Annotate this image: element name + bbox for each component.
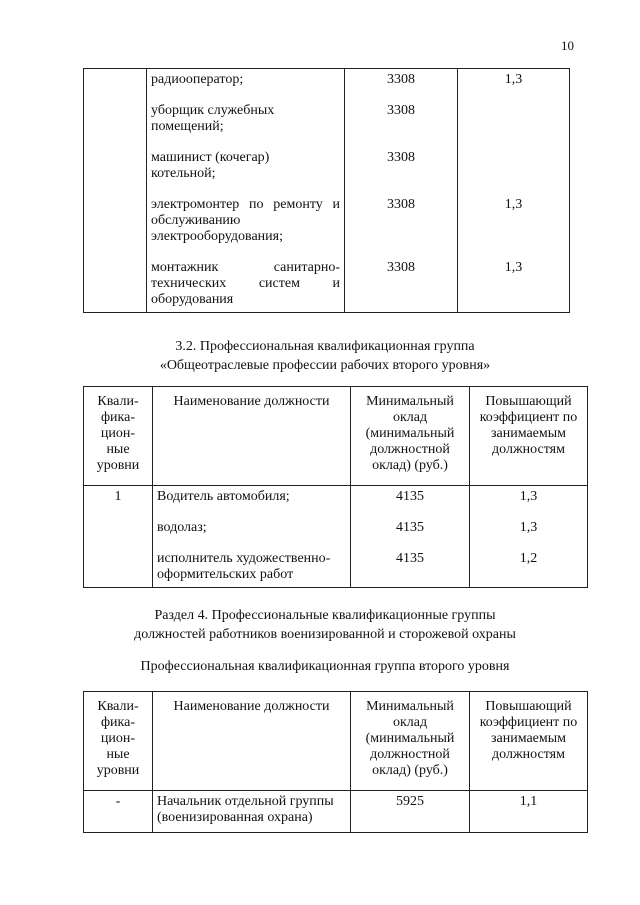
section-title xyxy=(60,606,590,644)
position-name: машинист (кочегар) котельной; xyxy=(151,150,270,181)
section-title-line: 3.2. Профессиональная квалификационная группа xyxy=(175,339,475,354)
position-name: электромонтер по ремонту и обслуживанию электрооборудования; xyxy=(151,197,340,244)
coef-value: 1,3 xyxy=(519,520,538,535)
level-value: - xyxy=(115,794,121,809)
table-header-row xyxy=(84,692,588,791)
coef-cell xyxy=(470,791,588,833)
header-name: Наименование должности xyxy=(153,387,351,486)
position-name: Водитель автомобиля; xyxy=(157,489,290,504)
coef-value: 1,1 xyxy=(519,794,538,809)
section-title-line: должностей работников военизированной и сторожевой охраны xyxy=(134,627,516,642)
position-cell xyxy=(153,486,351,588)
salary-value: 4135 xyxy=(396,551,424,566)
salary-cell xyxy=(345,69,458,313)
position-name: исполнитель художественно- оформительских работ xyxy=(157,551,331,582)
header-name: Наименование должности xyxy=(153,692,351,791)
position-name: монтажник санитарно- технических систем и оборудования xyxy=(151,260,340,307)
header-coef: Повышающий коэффициент по занимаемым должностям xyxy=(470,387,588,486)
coef-cell xyxy=(470,486,588,588)
section-title-line: Раздел 4. Профессиональные квалификационные группы xyxy=(154,608,496,623)
salary-value: 3308 xyxy=(387,197,415,212)
header-level: Квали- фика- цион- ные уровни xyxy=(84,387,153,486)
coef-value: 1,3 xyxy=(504,260,523,275)
table-header-row xyxy=(84,387,588,486)
position-name: Начальник отдельной группы (военизированная охрана) xyxy=(157,794,334,825)
table-group-2 xyxy=(83,386,588,588)
coef-value: 1,3 xyxy=(504,197,523,212)
level-cell xyxy=(84,791,153,833)
level-cell xyxy=(84,486,153,588)
table-guard-group xyxy=(83,691,588,833)
section-title xyxy=(60,337,590,375)
salary-value: 3308 xyxy=(387,103,415,118)
coef-value: 1,3 xyxy=(519,489,538,504)
header-salary: Минимальный оклад (минимальный должностной оклад) (руб.) xyxy=(351,692,470,791)
position-name: водолаз; xyxy=(157,520,207,535)
salary-cell xyxy=(351,791,470,833)
salary-value: 3308 xyxy=(387,72,415,87)
table-continuation xyxy=(83,68,570,313)
position-name: уборщик служебных помещений; xyxy=(151,103,275,134)
coef-value xyxy=(462,150,565,182)
coef-value: 1,3 xyxy=(504,72,523,87)
salary-value: 3308 xyxy=(387,150,415,165)
salary-value: 4135 xyxy=(396,489,424,504)
table-row xyxy=(84,486,588,588)
page-number: 10 xyxy=(561,38,574,53)
coef-value: 1,2 xyxy=(519,551,538,566)
section-title-line: «Общеотраслевые профессии рабочих второго уровня» xyxy=(159,358,491,373)
header-salary: Минимальный оклад (минимальный должностной оклад) (руб.) xyxy=(351,387,470,486)
table-row xyxy=(84,791,588,833)
salary-value: 5925 xyxy=(396,794,424,809)
salary-value: 4135 xyxy=(396,520,424,535)
position-cell xyxy=(153,791,351,833)
salary-value: 3308 xyxy=(387,260,415,275)
header-coef: Повышающий коэффициент по занимаемым должностям xyxy=(470,692,588,791)
coef-value xyxy=(462,103,565,135)
level-value: 1 xyxy=(114,489,122,504)
position-cell xyxy=(147,69,345,313)
salary-cell xyxy=(351,486,470,588)
header-level: Квали- фика- цион- ные уровни xyxy=(84,692,153,791)
table-row xyxy=(84,69,570,313)
coef-cell xyxy=(458,69,570,313)
position-name: радиооператор; xyxy=(151,72,244,87)
group-subtitle: Профессиональная квалификационная группа второго уровня xyxy=(140,659,510,674)
level-cell xyxy=(84,69,147,313)
